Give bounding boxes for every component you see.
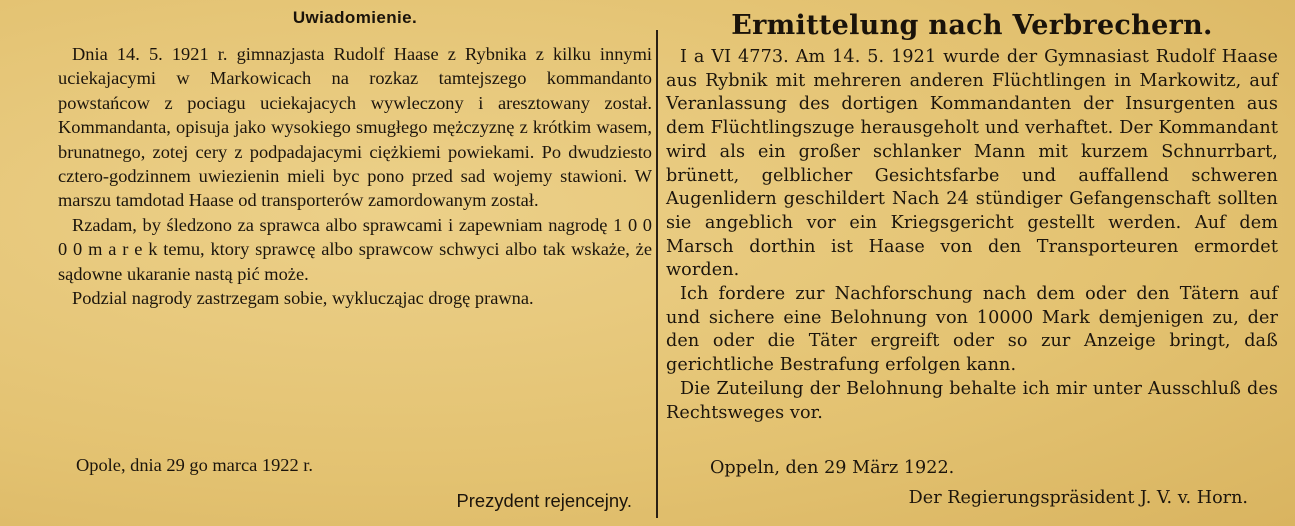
polish-notice-title: Uwiadomienie. <box>292 8 418 27</box>
german-paragraph-3: Die Zuteilung der Belohnung behalte ich mir unter Ausschluß des Rechtsweges vor. <box>666 378 1278 423</box>
german-paragraph-2: Ich fordere zur Nachforschung nach dem oder den Tätern auf und sichere eine Belohnung von 10000 Mark demjenigen zu, der den oder die Täter ergreift oder so zur Anzeige bringt, daß gerichtliche Bestrafung erfolgen kann. <box>666 284 1278 376</box>
polish-notice-signature: Prezydent rejencejny. <box>456 490 632 511</box>
german-notice-body <box>666 46 1278 425</box>
polish-notice-column <box>58 0 652 526</box>
polish-paragraph-2: Rzadam, by śledzono za sprawca albo sprawcami i zapewniam nagrodę 1 0 0 0 0 m a r e k temu, ktory sprawcę albo sprawcow schwyci albo tak wskaże, że sądowne ukaranie nastą pić może. <box>58 214 652 284</box>
german-paragraph-1: I a VI 4773. Am 14. 5. 1921 wurde der Gymnasiast Rudolf Haase aus Rybnik mit mehreren anderen Flüchtlingen in Markowitz, auf Veranlassung des dortigen Kommandanten der Insurgenten aus dem Flüchtlingszuge herausgeholt und verhaftet. Der Kommandant wird als ein großer schlanker Mann mit kurzem Schnurrbart, brünett, gelblicher Gesichtsfarbe und auffallend schweren Augenlidern geschildert Nach 24 stündiger Gefangenschaft sollten sie angeblich vor ein Kriegsgericht gestellt werden. Auf dem Marsch dorthin ist Haase von den Transporteuren ermordet worden. <box>666 47 1278 281</box>
german-notice-title: Ermittelung nach Verbrechern. <box>731 10 1213 41</box>
german-notice-column <box>666 0 1278 526</box>
german-notice-date: Oppeln, den 29 März 1922. <box>710 458 955 478</box>
polish-paragraph-1: Dnia 14. 5. 1921 r. gimnazjasta Rudolf Haase z Rybnika z kilku innymi uciekajacymi w Markowicach na rozkaz tamtejszego kommandanto powstańcow z pociagu uciekajacych wywleczony i aresztowany został. Kommandanta, opisuja jako wysokiego smugłego mężczyznę z krótkim wasem, brunatnego, zotej cery z podpadajacymi ciężkiemi powiekami. Po dwudziesto cztero-godzinnem uwiezienin mieli byc pono przed sad wojemy stawioni. W marszu tamdotad Haase od transporterów zamordowanym został. <box>58 44 652 211</box>
column-divider <box>656 30 658 518</box>
polish-paragraph-3: Podzial nagrody zastrzegam sobie, wyklucząjac drogę prawna. <box>72 288 534 309</box>
polish-notice-date: Opole, dnia 29 go marca 1922 r. <box>76 455 313 475</box>
polish-notice-body <box>58 42 652 310</box>
german-notice-signature: Der Regierungspräsident J. V. v. Horn. <box>908 488 1248 508</box>
